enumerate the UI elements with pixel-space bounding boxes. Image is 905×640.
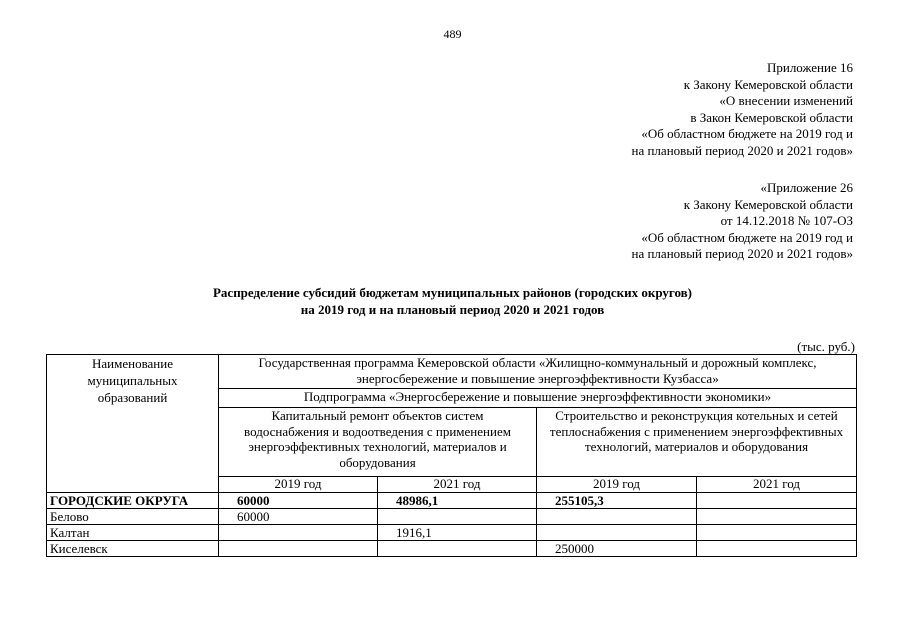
annex-line: «Приложение 26 (760, 180, 853, 195)
value-cell (697, 493, 857, 509)
table-row (47, 493, 857, 509)
value-cell: 48986,1 (378, 493, 537, 509)
table-row (47, 525, 857, 541)
annex-line: к Закону Кемеровской области (683, 196, 853, 212)
table-row (47, 509, 857, 525)
value-cell (697, 525, 857, 541)
value-cell: 250000 (537, 541, 697, 557)
value-cell (537, 509, 697, 525)
page-number: 489 (443, 27, 462, 41)
value-cell (378, 541, 537, 557)
annex-line: к Закону Кемеровской области (683, 76, 853, 92)
measure-header-water (219, 408, 537, 477)
subprogram-header: Подпрограмма «Энергосбережение и повышение энергоэффективности экономики» (219, 389, 857, 408)
value-cell (219, 541, 378, 557)
year-header: 2019 год (537, 477, 697, 493)
year-header: 2019 год (219, 477, 378, 493)
value-cell: 1916,1 (378, 525, 537, 541)
value-cell (378, 509, 537, 525)
annex-line: от 14.12.2018 № 107-ОЗ (720, 213, 853, 229)
header-line: Капитальный ремонт объектов систем (271, 408, 484, 423)
header-line: энергосбережение и повышение энергоэффективности Кузбасса» (356, 370, 719, 386)
header-line: технологий, материалов и оборудования (584, 439, 809, 454)
title-line: Распределение субсидий бюджетам муниципальных районов (городских округов) (212, 285, 692, 300)
header-line: энергоэффективных технологий, материалов и (248, 439, 507, 454)
table-row (47, 541, 857, 557)
municipality-name: Калтан (47, 525, 219, 541)
annex-line: Приложение 16 (766, 60, 853, 75)
municipality-name: Белово (47, 509, 219, 525)
value-cell: 60000 (219, 509, 378, 525)
annex-line: «Об областном бюджете на 2019 год и (641, 229, 853, 245)
value-cell: 255105,3 (537, 493, 697, 509)
annex-line: на плановый период 2020 и 2021 годов» (631, 246, 853, 262)
document-title (0, 284, 905, 318)
value-cell (697, 509, 857, 525)
measure-header-heat (537, 408, 857, 477)
annex-current-header (632, 60, 854, 160)
annex-line: «Об областном бюджете на 2019 год и (641, 126, 853, 142)
municipality-name: Киселевск (47, 541, 219, 557)
units-label: (тыс. руб.) (797, 339, 855, 354)
program-header (219, 355, 857, 389)
header-line: образований (97, 390, 168, 405)
municipality-name: ГОРОДСКИЕ ОКРУГА (47, 493, 219, 509)
value-cell (697, 541, 857, 557)
annex-original-header (632, 180, 854, 263)
municipality-column-header (47, 355, 219, 493)
year-header: 2021 год (378, 477, 537, 493)
header-line: оборудования (339, 454, 416, 470)
title-line: на 2019 год и на плановый период 2020 и 2021 годов (300, 302, 605, 317)
annex-line: «О внесении изменений (719, 93, 853, 109)
annex-line: в Закон Кемеровской области (690, 109, 853, 125)
value-cell: 60000 (219, 493, 378, 509)
value-cell (219, 525, 378, 541)
subsidy-table (46, 354, 857, 557)
year-header: 2021 год (697, 477, 857, 493)
header-line: Наименование (92, 356, 173, 371)
header-line: водоснабжения и водоотведения с применением (244, 423, 511, 439)
annex-line: на плановый период 2020 и 2021 годов» (631, 142, 853, 158)
header-line: муниципальных (87, 373, 178, 388)
header-line: Строительство и реконструкция котельных и сетей (555, 408, 838, 423)
header-line: Государственная программа Кемеровской области «Жилищно-коммунальный и дорожный комплекс, (258, 355, 817, 370)
header-line: теплоснабжения с применением энергоэффективных (549, 423, 844, 439)
value-cell (537, 525, 697, 541)
